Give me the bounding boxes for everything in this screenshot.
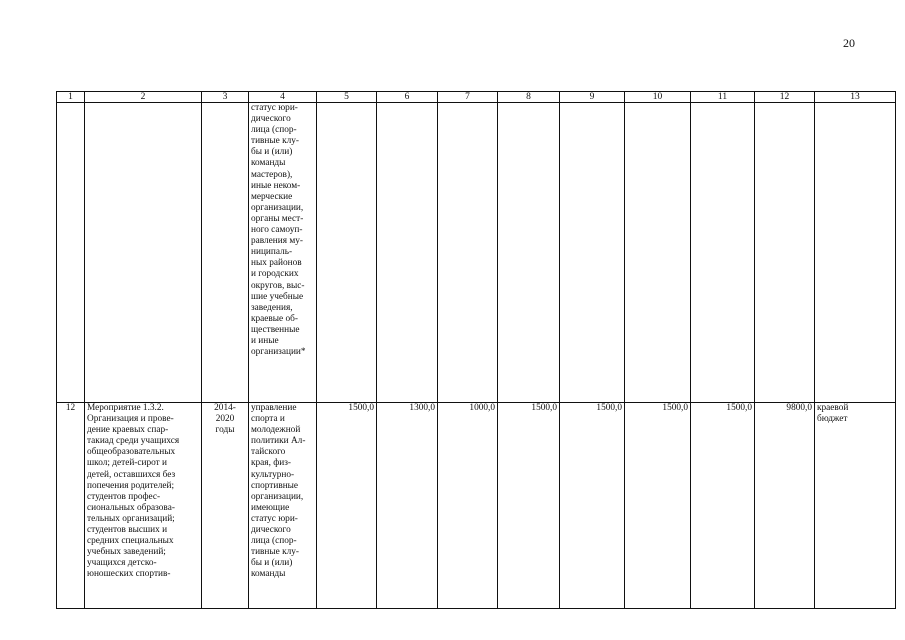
value-cell: 1500,0 [317,403,377,609]
table-cell [377,103,438,403]
table-cell [560,103,625,403]
executor-cell: управление спорта и молодежной политики Ал- тайского края, физ- культурно- спортивные организации, имеющие статус юри- дического лица (спор- тивные клу- бы и (или) команды [249,403,317,609]
table-cell [317,103,377,403]
table-row [57,403,896,609]
header-row [57,92,896,103]
executor-cell: статус юри- дического лица (спор- тивные клу- бы и (или) команды мастеров), иные неком- мерческие организации, органы мест- ного самоуп- равления му- ниципаль- ных районов и городских округов, выс- шие учебные заведения, краевые об- щественные и иные организации* [249,103,317,403]
value-cell: 1500,0 [498,403,560,609]
header-cell: 12 [755,92,815,103]
funding-source: краевой бюджет [815,403,896,609]
page-number: 20 [843,36,855,50]
header-cell: 2 [85,92,202,103]
total-cell: 9800,0 [755,403,815,609]
header-cell: 9 [560,92,625,103]
table-row-continuation [57,103,896,403]
table-cell [625,103,691,403]
measure-name: Мероприятие 1.3.2. Организация и прове- дение краевых спар- такиад среди учащихся общеобразовательных школ; детей-сирот и детей, оставшихся без попечения родителей; студентов профес- сиональных образова- тельных организаций; студентов высших и средних специальных учебных заведений; учащихся детско- юношеских спортив- [85,403,202,609]
header-cell: 7 [438,92,498,103]
table-cell [815,103,896,403]
header-cell: 8 [498,92,560,103]
table-cell [498,103,560,403]
header-cell: 13 [815,92,896,103]
table-cell [85,103,202,403]
table-cell [438,103,498,403]
value-cell: 1500,0 [691,403,755,609]
table-cell [755,103,815,403]
budget-table [56,91,896,609]
header-cell: 1 [57,92,85,103]
value-cell: 1500,0 [560,403,625,609]
header-cell: 6 [377,92,438,103]
table-cell [57,103,85,403]
header-cell: 11 [691,92,755,103]
value-cell: 1500,0 [625,403,691,609]
value-cell: 1000,0 [438,403,498,609]
header-cell: 10 [625,92,691,103]
header-cell: 4 [249,92,317,103]
value-cell: 1300,0 [377,403,438,609]
period-cell: 2014- 2020 годы [202,403,249,609]
header-cell: 5 [317,92,377,103]
row-number: 12 [57,403,85,609]
table-cell [202,103,249,403]
table-cell [691,103,755,403]
header-cell: 3 [202,92,249,103]
